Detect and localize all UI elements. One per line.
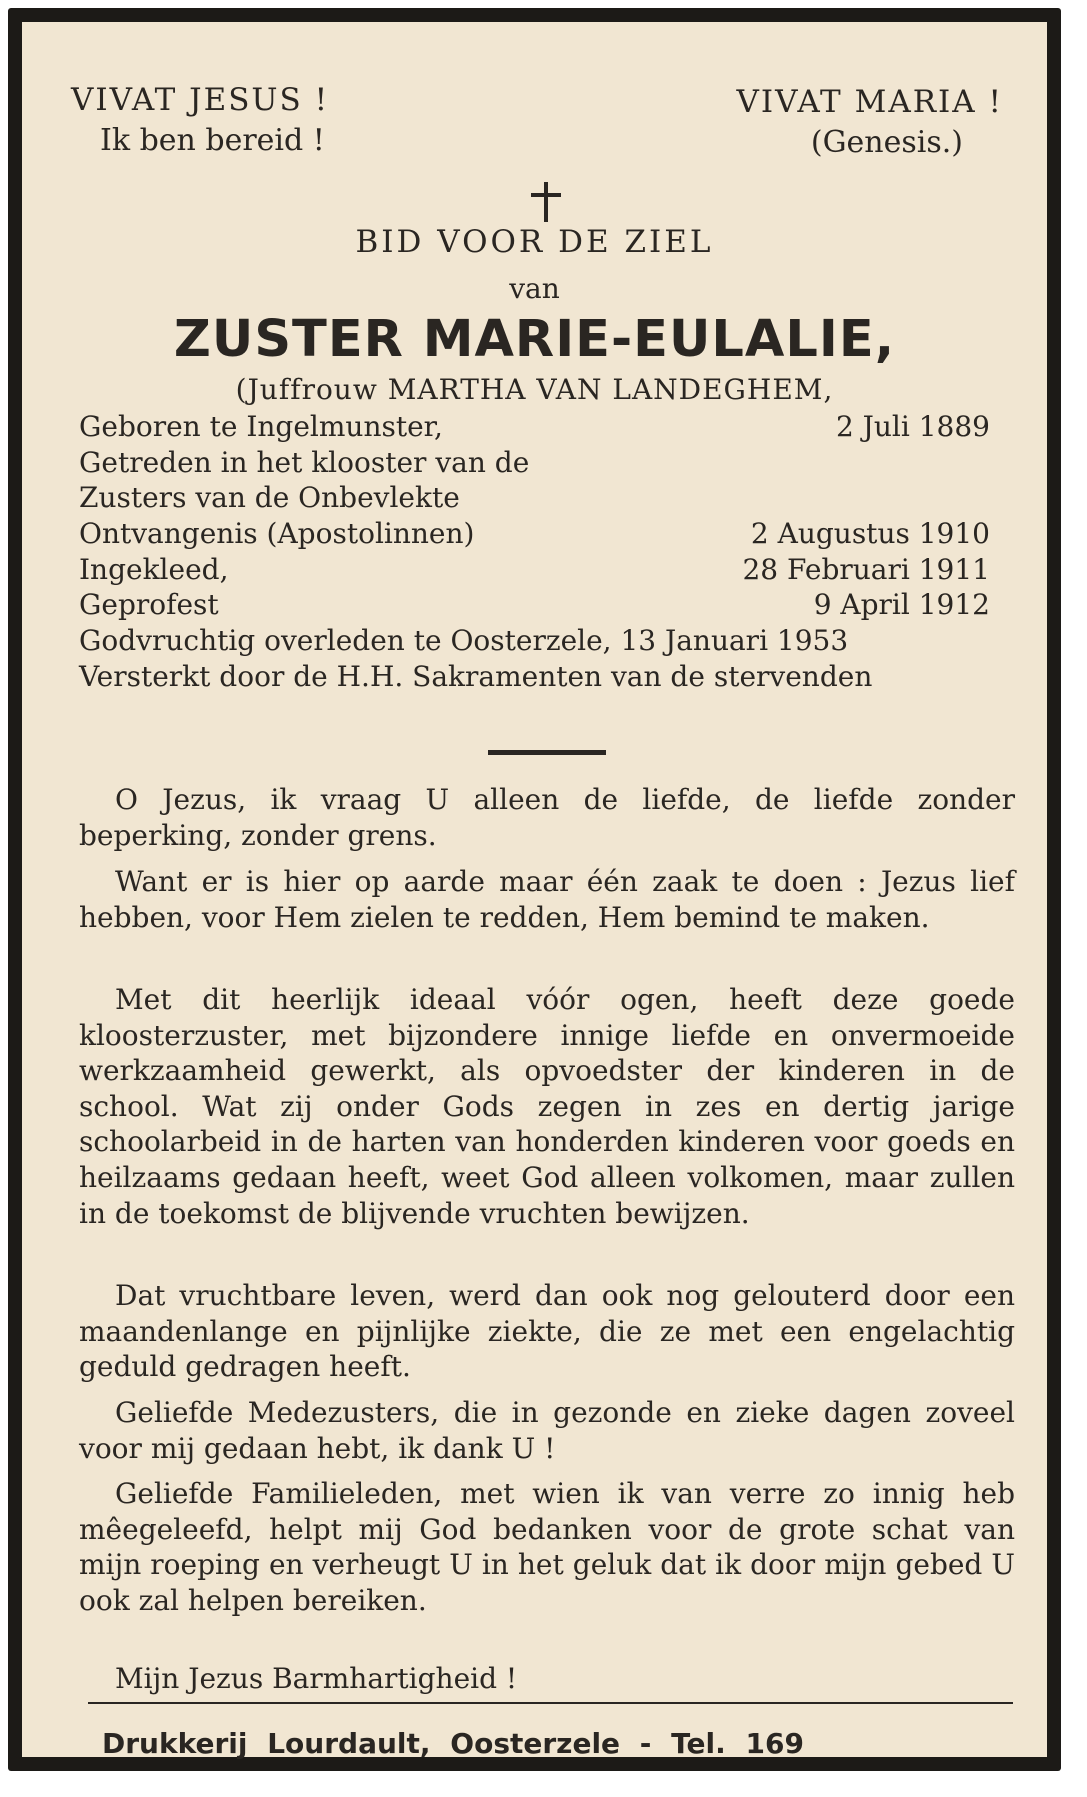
fact-label: Zusters van de Onbevlekte [79, 481, 460, 514]
pray-line: BID VOOR DE ZIEL [355, 224, 714, 260]
right-sub-motto: (Genesis.) [810, 125, 963, 160]
memorial-card [8, 8, 1061, 1771]
fact-date: 2 Augustus 1910 [750, 517, 990, 550]
right-motto: VIVAT MARIA ! [736, 84, 1003, 120]
religious-name: ZUSTER MARIE-EULALIE, [173, 310, 896, 369]
fact-date: 2 Juli 1889 [835, 410, 990, 443]
card-paper [22, 22, 1047, 1760]
fact-label: Ontvangenis (Apostolinnen) [79, 517, 475, 550]
fact-label: Godvruchtig overleden te Oosterzele, 13 Januari 1953 [79, 624, 849, 657]
left-motto: VIVAT JESUS ! [71, 82, 330, 118]
paragraph: Geliefde Medezusters, die in gezonde en zieke dagen zoveel voor mij gedaan hebt, ik dank U ! [79, 1396, 1015, 1465]
short-divider [488, 750, 606, 755]
fact-label: Versterkt door de H.H. Sakramenten van de stervenden [79, 660, 873, 693]
left-sub-motto: Ik ben bereid ! [100, 123, 325, 158]
fact-label: Getreden in het klooster van de [79, 446, 530, 479]
paragraph: Met dit heerlijk ideaal vóór ogen, heeft deze goede kloosterzuster, met bijzondere innige liefde en onvermoeide werkzaamheid gewerkt, als opvoedster der kinderen in de school. Wat zij onder Gods zegen in zes en dertig jarige schoolarbeid in de harten van honderden kinderen voor goeds en heilzaams gedaan heeft, weet God alleen volkomen, maar zullen in de toekomst de blijvende vruchten bewijzen. [79, 983, 1015, 1230]
paragraph: Want er is hier op aarde maar één zaak te doen : Jezus lief hebben, voor Hem zielen te redden, Hem bemind te maken. [79, 865, 1015, 934]
civil-name: (Juffrouw MARTHA VAN LANDEGHEM, [235, 373, 834, 406]
fact-label: Ingekleed, [79, 553, 229, 586]
footer-divider [88, 1702, 1013, 1704]
paragraph: Geliefde Familieleden, met wien ik van verre zo innig heb mêegeleefd, helpt mij God bedanken voor de grote schat van mijn roeping en verheugt U in het geluk dat ik door mijn gebed U ook zal helpen bereiken. [79, 1477, 1015, 1617]
printer-imprint: Drukkerij Lourdault, Oosterzele - Tel. 169 [102, 1727, 804, 1760]
fact-date: 9 April 1912 [813, 588, 990, 621]
paragraph: Dat vruchtbare leven, werd dan ook nog gelouterd door een maandenlange en pijnlijke ziekte, die ze met een engelachtig geduld gedragen heeft. [79, 1279, 1015, 1384]
closing-prayer: Mijn Jezus Barmhartigheid ! [115, 1662, 518, 1695]
fact-date: 28 Februari 1911 [742, 553, 990, 586]
paragraph: O Jezus, ik vraag U alleen de liefde, de liefde zonder beperking, zonder grens. [79, 783, 1015, 852]
latin-cross-icon [531, 182, 561, 222]
van-line: van [509, 272, 560, 305]
fact-label: Geprofest [79, 588, 219, 621]
fact-label: Geboren te Ingelmunster, [79, 410, 443, 443]
